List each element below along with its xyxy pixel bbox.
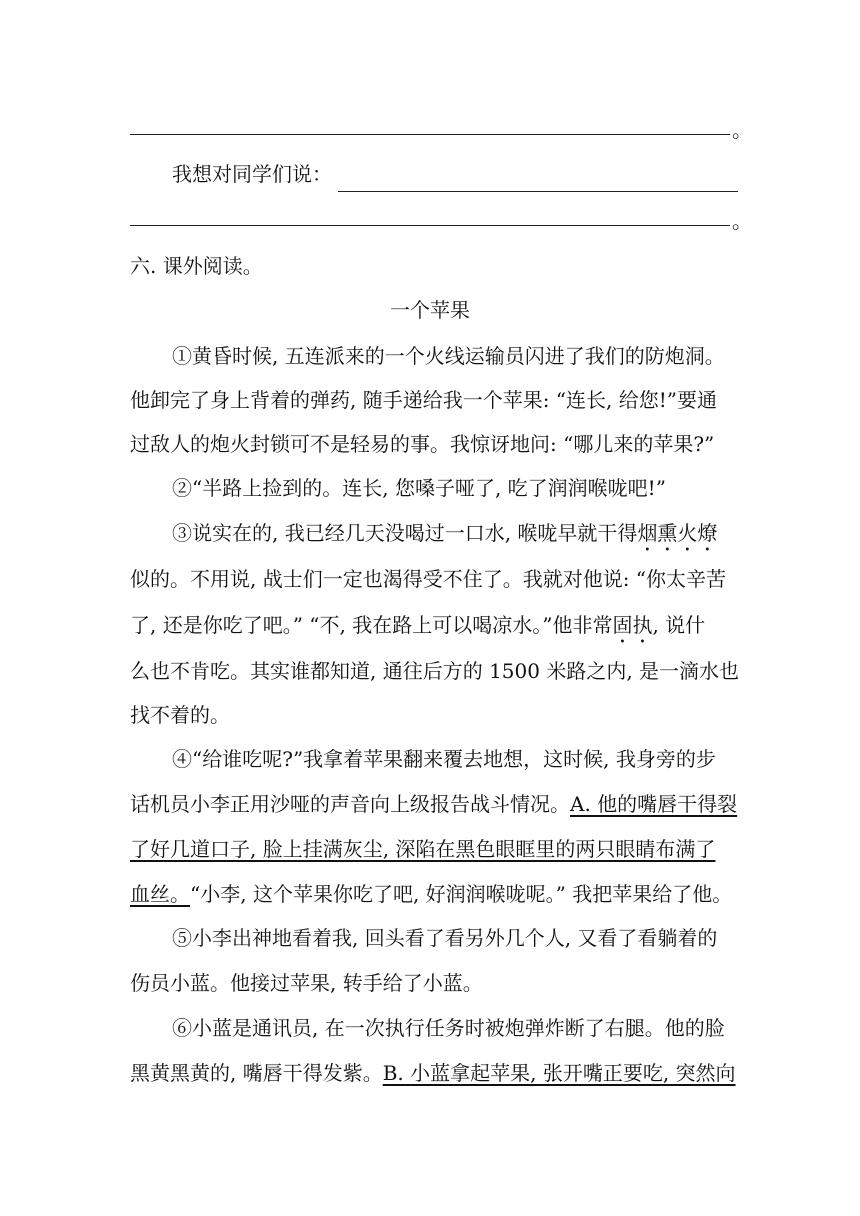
- say-prompt: 我想对同学们说：: [172, 162, 332, 186]
- p4-line-4: [130, 876, 732, 912]
- answer-blank-line-2: [130, 225, 730, 226]
- p2-line-1: ②“半路上捡到的。连长, 您嗓子哑了, 吃了润润喉咙吧!”: [172, 476, 666, 500]
- answer-blank-end-mark-1: 。: [732, 118, 752, 142]
- p6-line-2-text: 黑黄黑黄的, 嘴唇干得发紫。: [130, 1061, 383, 1085]
- p3-line-5: 找不着的。: [130, 703, 230, 727]
- p3-line-1: [172, 515, 732, 556]
- p4-line-2: [130, 786, 738, 822]
- underlined-sentence-a: A. 他的嘴唇干得裂: [570, 792, 738, 816]
- p3-line-3: [130, 607, 732, 648]
- p5-line-1: ⑤小李出神地看着我, 回头看了看另外几个人, 又看了看躺着的: [172, 926, 718, 950]
- say-answer-blank[interactable]: [338, 167, 738, 192]
- p5-line-2: 伤员小蓝。他接过苹果, 转手给了小蓝。: [130, 971, 483, 995]
- answer-blank-end-mark-2: 。: [732, 209, 752, 233]
- say-to-classmates-line: [172, 156, 732, 192]
- p1-line-3: 过敌人的炮火封锁可不是轻易的事。我惊讶地问: “哪儿来的苹果?”: [130, 432, 715, 456]
- p3-line-1-text: ③说实在的, 我已经几天没喝过一口水, 喉咙早就干得: [172, 521, 638, 545]
- p3-line-2: 似的。不用说, 战士们一定也渴得受不住了。我就对他说: “你太辛苦: [130, 567, 727, 591]
- article-title: 一个苹果: [390, 298, 470, 322]
- section-heading: 六. 课外阅读。: [130, 254, 263, 278]
- p4-line-4-text: “小李, 这个苹果你吃了吧, 好润润喉咙呢。” 我把苹果给了他。: [190, 882, 733, 906]
- answer-blank-line-1: [130, 134, 730, 135]
- p3-line-3-text: 了, 还是你吃了吧。” “不, 我在路上可以喝凉水。”他非常: [130, 613, 613, 637]
- p3-line-3-tail: , 说什: [652, 613, 706, 637]
- p4-line-1: ④“给谁吃呢?”我拿着苹果翻来覆去地想，这时候, 我身旁的步: [172, 747, 716, 771]
- p4-line-2-text: 话机员小李正用沙哑的声音向上级报告战斗情况。: [130, 792, 570, 816]
- p6-line-2: [130, 1055, 736, 1091]
- underlined-sentence-b: B. 小蓝拿起苹果, 张开嘴正要吃, 突然向: [382, 1061, 736, 1085]
- p3-line-4: 么也不肯吃。其实谁都知道, 通往后方的 1500 米路之内, 是一滴水也: [130, 659, 740, 683]
- emphasis-yanxunhuoliao: 烟熏火燎: [637, 521, 718, 545]
- p1-line-2: 他卸完了身上背着的弹药, 随手递给我一个苹果: “连长, 给您!”要通: [130, 388, 718, 412]
- p1-line-1: ①黄昏时候, 五连派来的一个火线运输员闪进了我们的防炮洞。: [172, 344, 725, 368]
- emphasis-guzhi: 固执: [612, 613, 653, 637]
- p4-line-3: 了好几道口子, 脸上挂满灰尘, 深陷在黑色眼眶里的两只眼睛布满了: [130, 837, 716, 861]
- p6-line-1: ⑥小蓝是通讯员, 在一次执行任务时被炮弹炸断了右腿。他的脸: [172, 1016, 725, 1040]
- underlined-sentence-a-end: 血丝。: [130, 882, 190, 906]
